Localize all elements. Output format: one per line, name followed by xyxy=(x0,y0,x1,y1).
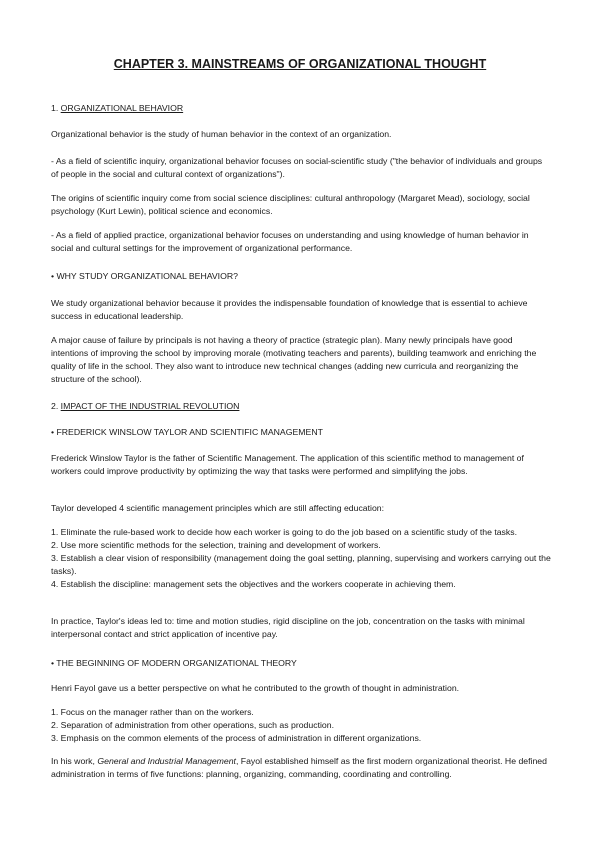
list-item: 2. Use more scientific methods for the selection, training and development of workers. xyxy=(51,540,381,550)
book-title: General and Industrial Management xyxy=(97,756,236,766)
list-item: 1. Eliminate the rule-based work to decide how each worker is going to do the job based on a scientific study of the tasks. xyxy=(51,527,518,537)
paragraph: Frederick Winslow Taylor is the father of Scientific Management. The application of this scientific method to management of workers could improve productivity by optimizing the way that tasks were performed and simplifying the jobs. xyxy=(51,453,524,476)
subsection-heading: • FREDERICK WINSLOW TAYLOR AND SCIENTIFIC MANAGEMENT xyxy=(51,427,323,437)
paragraph: Taylor developed 4 scientific management principles which are still affecting education: xyxy=(51,503,385,513)
list-item: 1. Focus on the manager rather than on the workers. xyxy=(51,707,254,717)
paragraph: - As a field of applied practice, organizational behavior focuses on understanding and using knowledge of human behavior in social and cultural settings for the improvement of organizational performance. xyxy=(51,230,529,253)
section-1-heading: 1. ORGANIZATIONAL BEHAVIOR xyxy=(51,103,184,113)
section-2-heading-text: IMPACT OF THE INDUSTRIAL REVOLUTION xyxy=(60,401,240,411)
paragraph: In practice, Taylor's ideas led to: time and motion studies, rigid discipline on the job, concentration on the tasks with minimal interpersonal contact and strict application of incentive pay. xyxy=(51,616,525,639)
principles-list xyxy=(51,526,551,591)
paragraph: In his work, General and Industrial Management, Fayol established himself as the first modern organizational theorist. He defined administration in terms of five functions: planning, organizing, commanding, coordinating and controlling. xyxy=(51,756,547,779)
paragraph: Henri Fayol gave us a better perspective on what he contributed to the growth of thought in administration. xyxy=(51,683,460,693)
list-item: 3. Establish a clear vision of responsibility (management doing the goal setting, planning, supervising and workers carrying out the tasks). xyxy=(51,553,551,576)
list-item: 4. Establish the discipline: management sets the objectives and the workers cooperate in achieving them. xyxy=(51,579,456,589)
section-1-heading-text: ORGANIZATIONAL BEHAVIOR xyxy=(60,103,184,113)
subsection-heading: • THE BEGINNING OF MODERN ORGANIZATIONAL THEORY xyxy=(51,658,297,668)
section-2-heading: 2. IMPACT OF THE INDUSTRIAL REVOLUTION xyxy=(51,401,240,411)
paragraph: A major cause of failure by principals is not having a theory of practice (strategic plan). Many newly principals have good intentions of improving the school by improving morale (motivating teachers and parents), building teamwork and enriching the quality of life in the school. They also want to introduce new technical changes (adding new curricula and reorganizing the structure of the school). xyxy=(51,335,537,384)
chapter-title: CHAPTER 3. MAINSTREAMS OF ORGANIZATIONAL THOUGHT xyxy=(113,57,487,71)
paragraph: The origins of scientific inquiry come from social science disciplines: cultural anthropology (Margaret Mead), sociology, social psychology (Kurt Lewin), political science and economics. xyxy=(51,193,530,216)
paragraph: Organizational behavior is the study of human behavior in the context of an organization. xyxy=(51,129,392,139)
subsection-heading: • WHY STUDY ORGANIZATIONAL BEHAVIOR? xyxy=(51,271,238,281)
list-item: 3. Emphasis on the common elements of the process of administration in different organizations. xyxy=(51,733,422,743)
list-item: 2. Separation of administration from other operations, such as production. xyxy=(51,720,334,730)
fayol-list xyxy=(51,706,551,745)
paragraph: We study organizational behavior because it provides the indispensable foundation of knowledge that is essential to achieve success in educational leadership. xyxy=(51,298,528,321)
paragraph: - As a field of scientific inquiry, organizational behavior focuses on social-scientific study ("the behavior of individuals and groups of people in the social and cultural context of organizations"). xyxy=(51,156,543,179)
